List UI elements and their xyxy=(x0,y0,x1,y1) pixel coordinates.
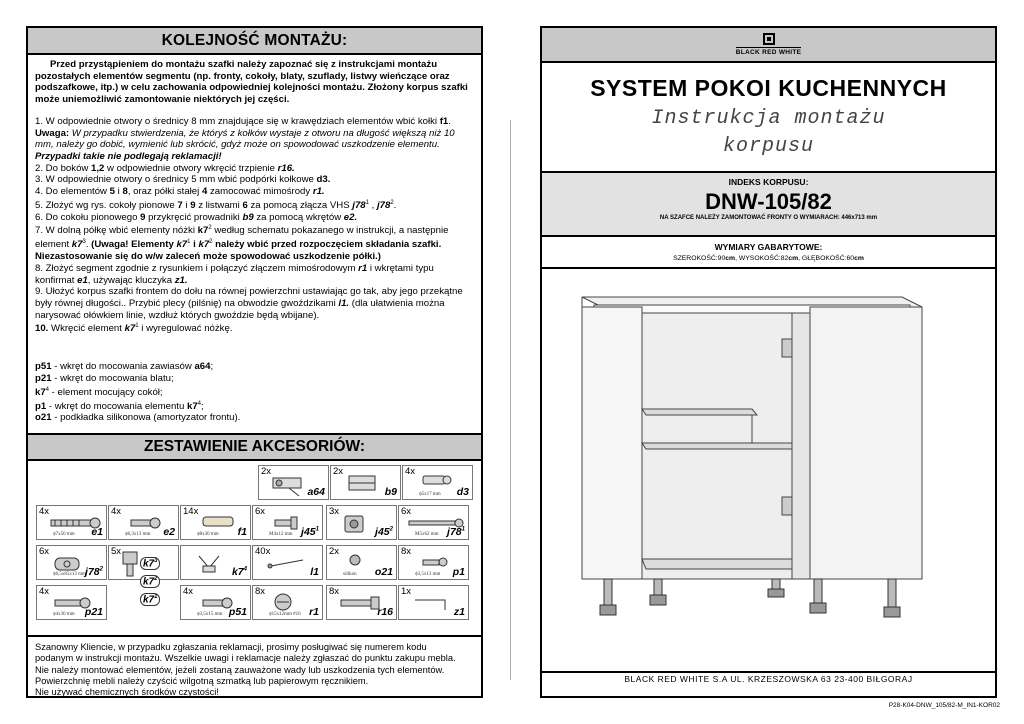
cabinet-drawing-area xyxy=(542,269,995,685)
step-10: 10. Wkręcić element $k7^1$ i wyregulować nóżkę. xyxy=(35,323,233,335)
accessory-code: f1 xyxy=(237,526,247,538)
step-8: 8. Złożyć segment zgodnie z rysunkiem i połączyć złączem mimośrodowym r1 i wkrętami typu konfirmat e1, używając kluczyka z1. xyxy=(35,262,434,286)
accessory-j78-1 xyxy=(398,505,469,540)
accessory-code: z1 xyxy=(453,606,465,618)
accessory-qty: 2x xyxy=(261,466,272,477)
accessory-code: $j45^2$ xyxy=(375,526,393,538)
accessory-qty: 4x xyxy=(39,506,50,517)
accessory-d3 xyxy=(402,465,473,500)
cover-panel xyxy=(540,26,997,698)
accessory-qty: 14x xyxy=(183,506,199,517)
step-9: 9. Ułożyć korpus szafki frontem do dołu na równej powierzchni ustawiając go tak, aby jego przekątne były równej długości.. Przybić plecy (pilśnię) na obwodzie gwoździkami l1. (dla ułatwienia można narysować ołówkiem linie, wzdłuż których gwoździe będą wbijane). xyxy=(35,286,463,321)
accessory-code: b9 xyxy=(384,486,397,498)
accessory-qty: 2x xyxy=(333,466,344,477)
accessory-qty: 8x xyxy=(401,546,412,557)
accessory-z1 xyxy=(398,585,469,620)
accessory-code: p51 xyxy=(228,606,247,618)
accessory-j45-1 xyxy=(252,505,323,540)
step-1: 1. W odpowiednie otwory o średnicy 8 mm znajdujące się w krawędziach elementów wbić kołki f1. Uwaga: W przypadku stwierdzenia, że któryś z kołków wystaje z otworu na długość większą niż 10 mm, należy go dobić, wymienić lub skrócić, gdyż może on spowodować uszkodzenie elementu. Przypadki takie nie podlegają reklamacji! xyxy=(35,115,455,162)
legend-list xyxy=(35,361,474,424)
accessory-dimension: ϕ3,5x15 mm xyxy=(197,612,223,617)
accessory-qty: 8x xyxy=(255,586,266,597)
legend-item-1: p51 - wkręt do mocowania zawiasów a64; xyxy=(35,361,214,373)
cabinet-shelf-2 xyxy=(642,443,797,449)
accessory-qty: 6x xyxy=(39,546,50,557)
legend-item-5: o21 - podkładka silikonowa (amortyzator frontu). xyxy=(35,412,241,424)
accessory-dimension: M4x12 mm xyxy=(269,532,293,537)
step-4: 4. Do elementów 5 i 8, oraz półki stałej 4 zamocować mimośrody r1. xyxy=(35,186,325,198)
notice-line-4: Powierzchnię mebli należy czyścić wilgotną szmatką lub papierowym ręcznikiem. xyxy=(35,675,369,686)
assembly-order-header xyxy=(28,28,481,55)
accessories-grid xyxy=(28,461,481,637)
cabinet-right-side xyxy=(810,307,922,579)
accessory-r1 xyxy=(252,585,323,620)
intro-paragraph: Przed przystąpieniem do montażu szafki należy zapoznać się z instrukcjami montażu pozostałych elementów segmentu (np. fronty, cokoły, blaty, szuflady, listwy wieńczące oraz podszafkowe, itp.) w celu zachowania odpowiedniej kolejności montażu. Złożony korpus szafki może uniemożliwić zamontowanie niektórych jej części. xyxy=(35,59,468,106)
legend-item-4: p1 - wkręt do mocowania elementu $k7^4$; xyxy=(35,400,204,412)
accessory-code: r16 xyxy=(377,606,393,618)
title-block xyxy=(542,63,995,173)
assembly-instructions xyxy=(28,55,481,435)
accessory-dimension: ϕ4x30 mm xyxy=(53,612,75,617)
leg-part-label: $k7^3$ xyxy=(140,557,160,570)
accessory-dimension: ϕ8x30 mm xyxy=(197,532,219,537)
step-7: 7. W dolną półkę wbić elementy nóżki $k7^2$ według schematu pokazanego w instrukcji, a następnie element $k7^3$. (Uwaga! Elementy $k7^1$ i $k7^2$ należy wbić przed rozpoczęciem składania szafki. Niezastosowanie się do w/w zaleceń może spowodować uszkodzenie półki.) xyxy=(35,225,449,263)
notice-line-2: podanym w instrukcji montażu. Wszelkie uwagi i reklamacje należy zgłaszać do punktu zakupu mebla. xyxy=(35,653,456,664)
leg-part-label: $k7^1$ xyxy=(140,593,160,606)
accessories-header xyxy=(28,435,481,461)
accessory-code: e1 xyxy=(91,526,103,538)
accessory-r16 xyxy=(326,585,397,620)
notice-line-5: Nie używać chemicznych środków czystości! xyxy=(35,687,219,698)
cabinet-shelf xyxy=(642,409,757,415)
brand-name: BLACK RED WHITE xyxy=(735,49,802,56)
accessory-f1 xyxy=(180,505,251,540)
accessory-code: $j78^1$ xyxy=(447,526,465,538)
accessory-dimension: ϕ5x17 mm xyxy=(419,492,441,497)
legend-item-2: p21 - wkręt do mocowania blatu; xyxy=(35,372,174,384)
cabinet-legs xyxy=(600,579,900,617)
accessory-qty: 4x xyxy=(183,586,194,597)
accessory-qty: 5x xyxy=(111,546,122,557)
steps-list xyxy=(35,116,474,335)
accessory-qty: 8x xyxy=(329,586,340,597)
accessory-code: r1 xyxy=(309,606,319,618)
accessory-code: p1 xyxy=(452,566,465,578)
accessory-p1 xyxy=(398,545,469,580)
accessory-qty: 4x xyxy=(39,586,50,597)
company-address: BLACK RED WHITE S.A UL. KRZESZOWSKA 63 23-400 BIŁGORAJ xyxy=(542,671,995,685)
accessories-title: ZESTAWIENIE AKCESORIÓW: xyxy=(143,438,366,455)
corner-panel xyxy=(792,313,810,579)
accessory-dimension: M5x62 mm xyxy=(415,532,439,537)
brand-logo-icon xyxy=(763,33,775,45)
accessory-e1 xyxy=(36,505,107,540)
brand-bar xyxy=(542,28,995,63)
accessory-k7-4 xyxy=(180,545,251,580)
cabinet-left-side xyxy=(582,307,642,579)
accessory-e2 xyxy=(108,505,179,540)
customer-notice xyxy=(28,637,481,703)
accessory-qty: 4x xyxy=(405,466,416,477)
accessory-p51 xyxy=(180,585,251,620)
notice-line-3: Nie należy montować elementów, jeżeli zostaną zauważone wady lub uszkodzenia tych elementów. xyxy=(35,664,445,675)
document-title: SYSTEM POKOI KUCHENNYCH xyxy=(590,75,947,101)
accessory-code: e2 xyxy=(163,526,175,538)
step-3: 3. W odpowiednie otwory o średnicy 5 mm wbić podpórki kołkowe d3. xyxy=(35,174,331,186)
accessory-code: d3 xyxy=(456,486,469,498)
accessory-p21 xyxy=(36,585,107,620)
accessory-o21 xyxy=(326,545,397,580)
accessory-qty: 6x xyxy=(401,506,412,517)
accessory-a64 xyxy=(258,465,329,500)
accessory-b9 xyxy=(330,465,401,500)
leg-part-label: $k7^2$ xyxy=(140,575,160,588)
index-label: INDEKS KORPUSU: xyxy=(728,177,809,187)
fold-line xyxy=(510,120,511,680)
legend-item-3: $k7^4$ - element mocujący cokół; xyxy=(35,386,163,398)
step-6: 6. Do cokołu pionowego 9 przykręcić prowadniki b9 za pomocą wkrętów e2. xyxy=(35,211,358,223)
index-code: DNW-105/82 xyxy=(705,189,832,214)
accessory-qty: 3x xyxy=(329,506,340,517)
accessory-dimension: ϕ6,5x85x13 mm xyxy=(53,572,86,577)
document-subtitle-2: korpusu xyxy=(722,135,814,158)
accessory-qty: 4x xyxy=(111,506,122,517)
step-5: 5. Złożyć wg rys. cokoły pionowe 7 i 9 z listwami 6 za pomocą złącza VHS $j78^1$ , $j78^2$. xyxy=(35,199,397,211)
assembly-order-title: KOLEJNOŚĆ MONTAŻU: xyxy=(161,31,348,49)
cabinet-drawing xyxy=(542,269,995,669)
notice-line-1: Szanowny Kliencie, w przypadku zgłaszania reklamacji, prosimy posługiwać się numerem kodu xyxy=(35,642,427,652)
accessory-code: o21 xyxy=(374,566,393,578)
dimensions-label: WYMIARY GABARYTOWE: xyxy=(714,242,823,252)
front-size-note: NA SZAFCE NALEŻY ZAMONTOWAĆ FRONTY O WYMIARACH: 446x713 mm xyxy=(659,215,878,221)
accessory-qty: 1x xyxy=(401,586,412,597)
accessory-code: $j45^1$ xyxy=(301,526,319,538)
accessory-j78-2 xyxy=(36,545,107,580)
accessory-code: p21 xyxy=(84,606,103,618)
document-subtitle-1: Instrukcja montażu xyxy=(651,107,886,130)
accessory-qty: 6x xyxy=(255,506,266,517)
dimensions-values: SZEROKOŚĆ:90cm, WYSOKOŚĆ:82cm, GŁĘBOKOŚĆ:60cm xyxy=(673,255,864,262)
accessory-dimension: ϕ3,5x13 mm xyxy=(415,572,441,577)
accessory-code: $k7^4$ xyxy=(231,566,247,578)
dimensions-block xyxy=(542,237,995,269)
accessory-code: l1 xyxy=(310,566,319,578)
index-block xyxy=(542,173,995,237)
accessory-l1 xyxy=(252,545,323,580)
accessory-qty: 40x xyxy=(255,546,271,557)
accessory-dimension: ϕ15x12mm #16 xyxy=(269,612,301,617)
accessory-dimension: ϕ7x50 mm xyxy=(53,532,75,537)
accessory-qty: 2x xyxy=(329,546,340,557)
accessory-j45-2 xyxy=(326,505,397,540)
accessory-code: a64 xyxy=(307,486,325,498)
accessory-dimension: silikon xyxy=(343,572,357,577)
step-2: 2. Do boków 1,2 w odpowiednie otwory wkręcić trzpienie r16. xyxy=(35,162,295,174)
assembly-panel xyxy=(26,26,483,698)
accessory-dimension: ϕ6,3x13 mm xyxy=(125,532,151,537)
accessory-code: $j78^2$ xyxy=(85,566,103,578)
document-reference: P28-K04-DNW_105/82-M_IN1-KOR02 xyxy=(888,702,1000,709)
